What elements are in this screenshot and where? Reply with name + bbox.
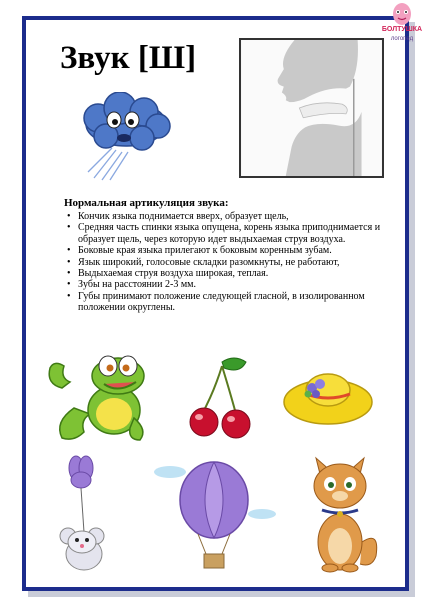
list-item: • Зубы на расстоянии 2-3 мм. [64, 279, 398, 290]
list-item: • Кончик языка поднимается вверх, образует щель, [64, 211, 398, 222]
frog-icon [44, 348, 156, 444]
cherries-icon [186, 352, 256, 444]
logo-subtitle: логопед [390, 36, 414, 42]
list-item: • Язык широкий, голосовые складки разомкнуты, не работают, [64, 257, 398, 268]
hat-icon [282, 364, 374, 428]
page-title: Звук [Ш] [60, 40, 197, 76]
mouse-icon [56, 450, 110, 576]
list-item: • Выдыхаемая струя воздуха широкая, теплая. [64, 268, 398, 279]
list-item: • Губы принимают положение следующей гласной, в изолированном положении округлены. [64, 291, 398, 314]
logo-text: БОЛТУШКА [381, 26, 423, 33]
list-item: • Боковые края языка прилегают к боковым коренным зубам. [64, 245, 398, 256]
articulation-description [64, 197, 398, 314]
cloud-icon [76, 92, 176, 184]
description-heading: Нормальная артикуляция звука: [64, 197, 229, 209]
hot-air-balloon-icon [152, 456, 278, 576]
list-item: • Средняя часть спинки языка опущена, корень языка приподнимается и образует щель, через которую идет выдыхаемая струя воздуха. [64, 222, 398, 245]
description-list [64, 211, 398, 314]
cat-icon [302, 446, 382, 576]
articulation-profile-image [239, 38, 384, 178]
